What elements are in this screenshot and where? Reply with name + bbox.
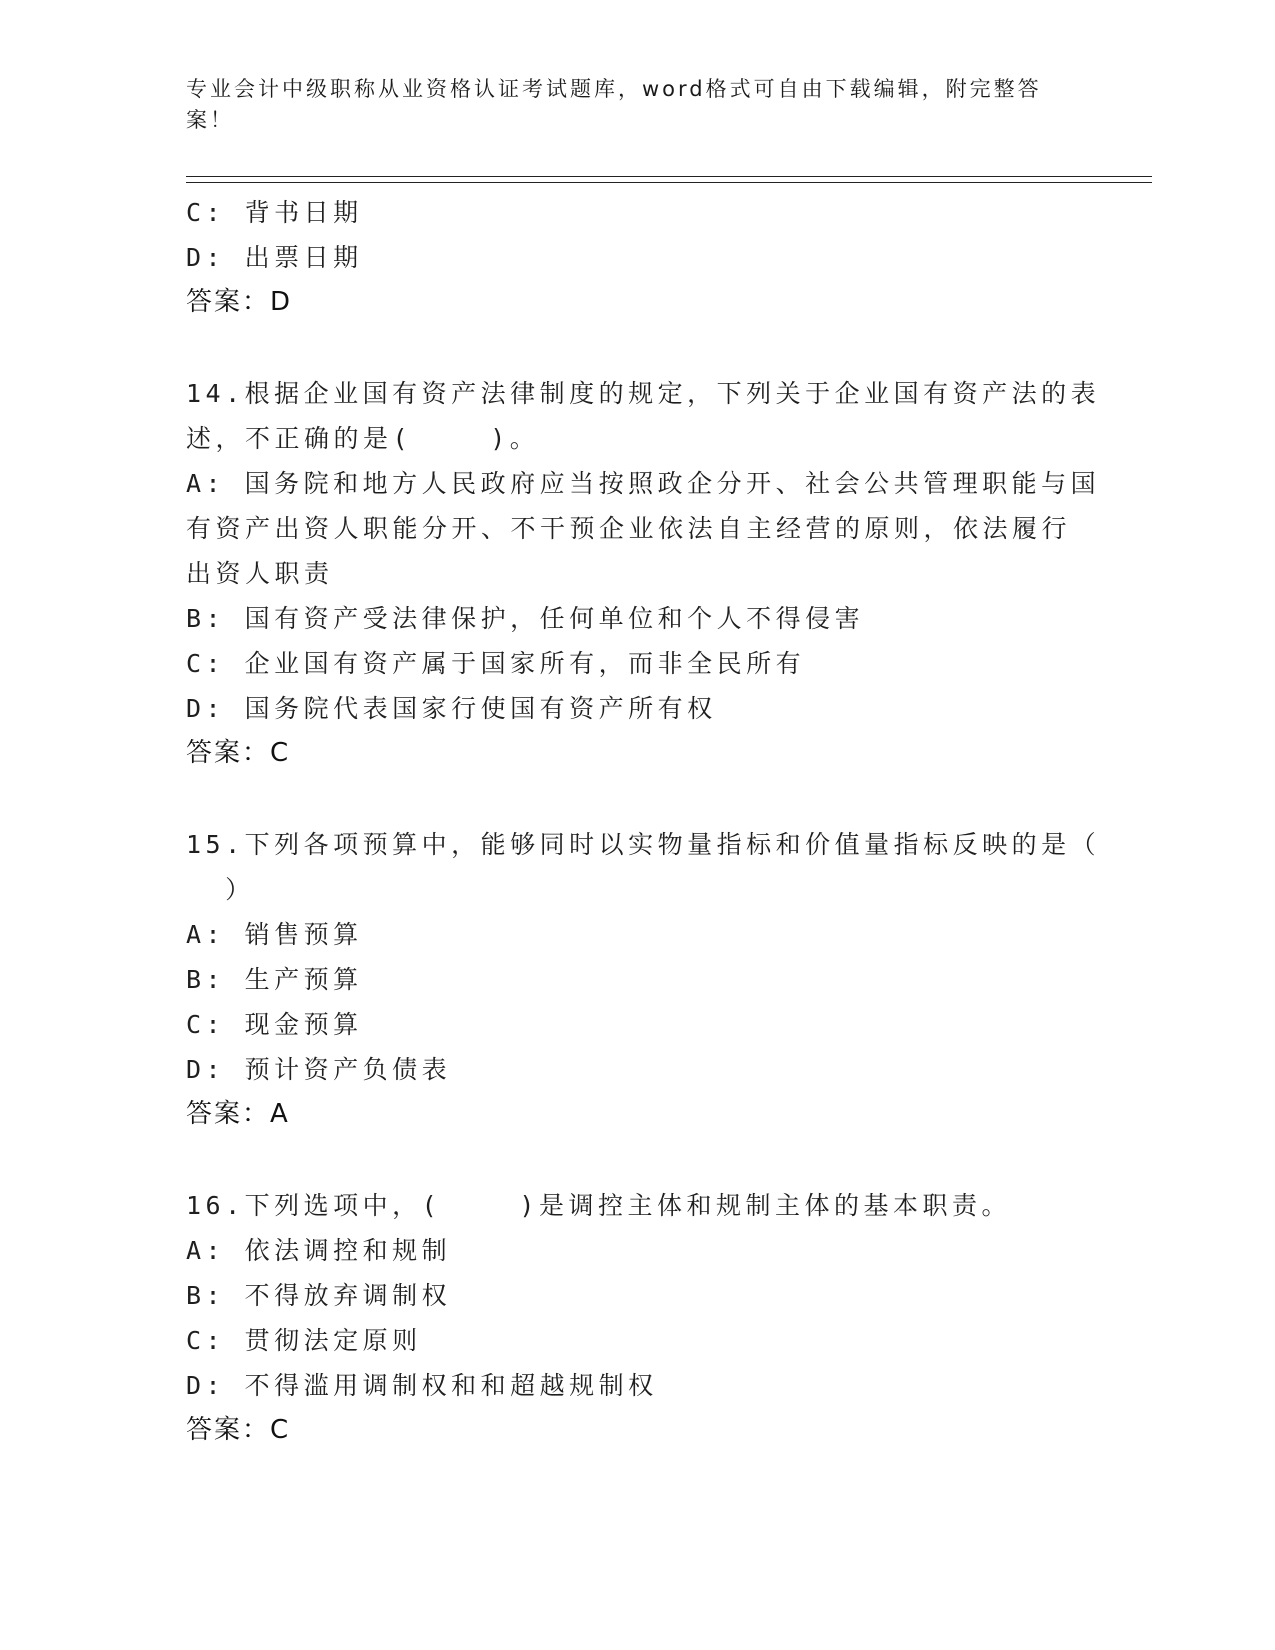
- option-line: 有资产出资人职能分开、不干预企业依法自主经营的原则，依法履行: [186, 514, 1072, 543]
- option-line: B: 生产预算: [186, 965, 363, 994]
- option-line: D: 不得滥用调制权和和超越规制权: [186, 1371, 658, 1400]
- option-line: A: 依法调控和规制: [186, 1236, 452, 1265]
- option-line: A: 销售预算: [186, 920, 363, 949]
- question-14: [186, 371, 1101, 776]
- header-rule-top: [186, 176, 1152, 177]
- question-15: [186, 822, 1101, 1137]
- option-line: C: 企业国有资产属于国家所有，而非全民所有: [186, 649, 806, 678]
- question-title-line: ）: [186, 875, 255, 904]
- answer-line: 答案：A: [186, 1099, 290, 1129]
- spacer: [186, 1137, 1086, 1183]
- answer-line: 答案：C: [186, 1415, 291, 1445]
- option-line: D: 国务院代表国家行使国有资产所有权: [186, 694, 717, 723]
- spacer: [186, 325, 1086, 371]
- option-line: D: 出票日期: [186, 243, 363, 272]
- question-body: [186, 190, 1101, 1453]
- option-line: C: 贯彻法定原则: [186, 1326, 422, 1355]
- option-line: A: 国务院和地方人民政府应当按照政企分开、社会公共管理职能与国: [186, 469, 1101, 498]
- page-header: 专业会计中级职称从业资格认证考试题库，word格式可自由下载编辑，附完整答案！: [186, 77, 1042, 132]
- option-line: D: 预计资产负债表: [186, 1055, 452, 1084]
- option-line: C: 现金预算: [186, 1010, 363, 1039]
- option-line: B: 不得放弃调制权: [186, 1281, 452, 1310]
- option-line: 出资人职责: [186, 559, 334, 588]
- question-16: [186, 1183, 1086, 1453]
- question-title-line: 述，不正确的是( )。: [186, 424, 540, 453]
- option-line: B: 国有资产受法律保护，任何单位和个人不得侵害: [186, 604, 865, 633]
- question-title-line: 14.根据企业国有资产法律制度的规定，下列关于企业国有资产法的表: [186, 379, 1101, 408]
- question-title-line: 16.下列选项中，( )是调控主体和规制主体的基本职责。: [186, 1191, 1011, 1220]
- question-title-line: 15.下列各项预算中，能够同时以实物量指标和价值量指标反映的是（: [186, 830, 1101, 859]
- answer-line: 答案：C: [186, 738, 291, 768]
- spacer: [186, 776, 1086, 822]
- prev-question: [186, 190, 1086, 325]
- header-rule-bottom: [186, 182, 1152, 183]
- option-line: C: 背书日期: [186, 198, 363, 227]
- answer-line: 答案：D: [186, 287, 293, 317]
